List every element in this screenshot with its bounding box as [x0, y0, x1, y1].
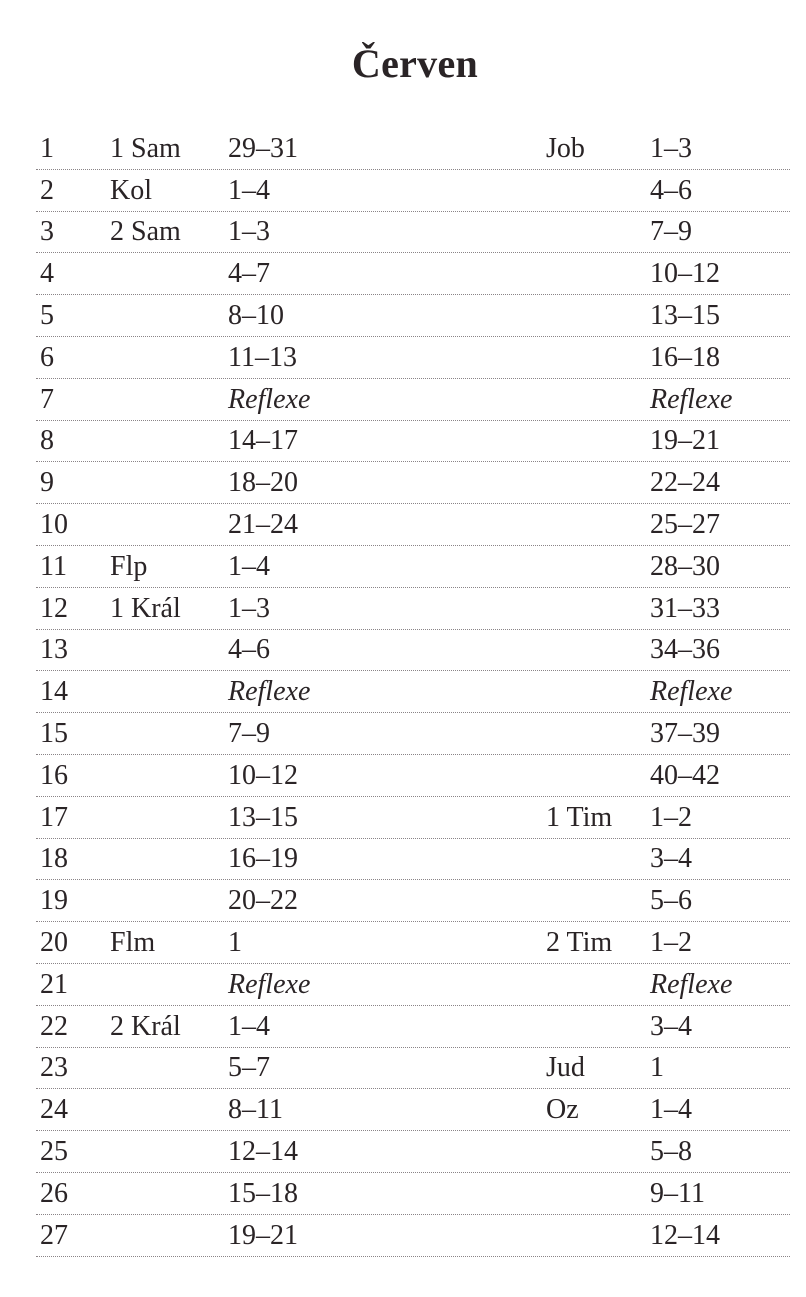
chapters-first: 18–20 — [228, 467, 298, 499]
day-number: 6 — [40, 341, 54, 373]
chapters-first: 1–4 — [228, 1010, 270, 1042]
day-number: 1 — [40, 132, 54, 164]
table-row — [36, 546, 790, 588]
table-row — [36, 880, 790, 922]
reading-plan-table — [36, 128, 790, 1257]
chapters-second: 1–2 — [650, 926, 692, 958]
day-number: 19 — [40, 885, 68, 917]
table-row — [36, 337, 790, 379]
chapters-second: 16–18 — [650, 341, 720, 373]
table-row — [36, 1131, 790, 1173]
table-row — [36, 1215, 790, 1257]
book-first: 2 Král — [110, 1010, 181, 1042]
chapters-second: Reflexe — [650, 968, 733, 1000]
chapters-second: 7–9 — [650, 216, 692, 248]
chapters-first: 13–15 — [228, 801, 298, 833]
chapters-second: 3–4 — [650, 843, 692, 875]
book-first: 1 Král — [110, 592, 181, 624]
day-number: 25 — [40, 1135, 68, 1167]
day-number: 20 — [40, 926, 68, 958]
day-number: 18 — [40, 843, 68, 875]
table-row — [36, 713, 790, 755]
table-row — [36, 379, 790, 421]
chapters-second: 3–4 — [650, 1010, 692, 1042]
chapters-first: 1 — [228, 926, 242, 958]
table-row — [36, 253, 790, 295]
table-row — [36, 1089, 790, 1131]
chapters-first: 4–7 — [228, 258, 270, 290]
chapters-second: 28–30 — [650, 550, 720, 582]
table-row — [36, 212, 790, 254]
chapters-second: 1–3 — [650, 132, 692, 164]
book-first: Kol — [110, 174, 152, 206]
chapters-second: 12–14 — [650, 1219, 720, 1251]
day-number: 27 — [40, 1219, 68, 1251]
chapters-first: Reflexe — [228, 968, 311, 1000]
day-number: 16 — [40, 759, 68, 791]
book-second: Job — [546, 132, 585, 164]
book-second: 2 Tim — [546, 926, 613, 958]
chapters-first: 4–6 — [228, 634, 270, 666]
chapters-second: 31–33 — [650, 592, 720, 624]
day-number: 17 — [40, 801, 68, 833]
day-number: 5 — [40, 299, 54, 331]
chapters-second: 19–21 — [650, 425, 720, 457]
day-number: 21 — [40, 968, 68, 1000]
chapters-first: Reflexe — [228, 676, 311, 708]
chapters-second: Reflexe — [650, 383, 733, 415]
chapters-second: Reflexe — [650, 676, 733, 708]
day-number: 10 — [40, 508, 68, 540]
chapters-first: 14–17 — [228, 425, 298, 457]
table-row — [36, 295, 790, 337]
table-row — [36, 1173, 790, 1215]
table-row — [36, 839, 790, 881]
chapters-second: 22–24 — [650, 467, 720, 499]
book-first: Flm — [110, 926, 156, 958]
day-number: 14 — [40, 676, 68, 708]
chapters-first: 10–12 — [228, 759, 298, 791]
day-number: 8 — [40, 425, 54, 457]
table-row — [36, 128, 790, 170]
table-row — [36, 504, 790, 546]
table-row — [36, 462, 790, 504]
chapters-first: 1–4 — [228, 174, 270, 206]
day-number: 9 — [40, 467, 54, 499]
day-number: 13 — [40, 634, 68, 666]
table-row — [36, 588, 790, 630]
chapters-first: 11–13 — [228, 341, 297, 373]
table-row — [36, 1006, 790, 1048]
chapters-second: 10–12 — [650, 258, 720, 290]
book-first: 1 Sam — [110, 132, 181, 164]
chapters-second: 13–15 — [650, 299, 720, 331]
day-number: 24 — [40, 1094, 68, 1126]
book-second: Jud — [546, 1052, 585, 1084]
table-row — [36, 630, 790, 672]
chapters-second: 25–27 — [650, 508, 720, 540]
chapters-second: 1–2 — [650, 801, 692, 833]
chapters-second: 5–8 — [650, 1135, 692, 1167]
chapters-second: 40–42 — [650, 759, 720, 791]
day-number: 7 — [40, 383, 54, 415]
chapters-second: 4–6 — [650, 174, 692, 206]
chapters-first: 1–3 — [228, 592, 270, 624]
chapters-first: 5–7 — [228, 1052, 270, 1084]
book-first: Flp — [110, 550, 148, 582]
day-number: 15 — [40, 717, 68, 749]
chapters-first: 15–18 — [228, 1177, 298, 1209]
day-number: 2 — [40, 174, 54, 206]
day-number: 12 — [40, 592, 68, 624]
chapters-second: 1–4 — [650, 1094, 692, 1126]
book-first: 2 Sam — [110, 216, 181, 248]
chapters-first: 1–3 — [228, 216, 270, 248]
table-row — [36, 1048, 790, 1090]
table-row — [36, 797, 790, 839]
table-row — [36, 170, 790, 212]
chapters-first: 21–24 — [228, 508, 298, 540]
book-second: Oz — [546, 1094, 579, 1126]
chapters-second: 37–39 — [650, 717, 720, 749]
chapters-first: 7–9 — [228, 717, 270, 749]
day-number: 23 — [40, 1052, 68, 1084]
chapters-first: 1–4 — [228, 550, 270, 582]
table-row — [36, 964, 790, 1006]
chapters-first: 12–14 — [228, 1135, 298, 1167]
chapters-first: 20–22 — [228, 885, 298, 917]
day-number: 22 — [40, 1010, 68, 1042]
table-row — [36, 421, 790, 463]
book-second: 1 Tim — [546, 801, 613, 833]
page-title: Červen — [351, 41, 479, 86]
chapters-second: 5–6 — [650, 885, 692, 917]
chapters-second: 9–11 — [650, 1177, 705, 1209]
chapters-second: 34–36 — [650, 634, 720, 666]
day-number: 26 — [40, 1177, 68, 1209]
day-number: 3 — [40, 216, 54, 248]
chapters-first: 8–10 — [228, 299, 284, 331]
table-row — [36, 755, 790, 797]
chapters-first: 8–11 — [228, 1094, 283, 1126]
day-number: 11 — [40, 550, 67, 582]
chapters-first: 19–21 — [228, 1219, 298, 1251]
table-row — [36, 671, 790, 713]
table-row — [36, 922, 790, 964]
chapters-first: Reflexe — [228, 383, 311, 415]
chapters-second: 1 — [650, 1052, 664, 1084]
chapters-first: 29–31 — [228, 132, 298, 164]
chapters-first: 16–19 — [228, 843, 298, 875]
day-number: 4 — [40, 258, 54, 290]
